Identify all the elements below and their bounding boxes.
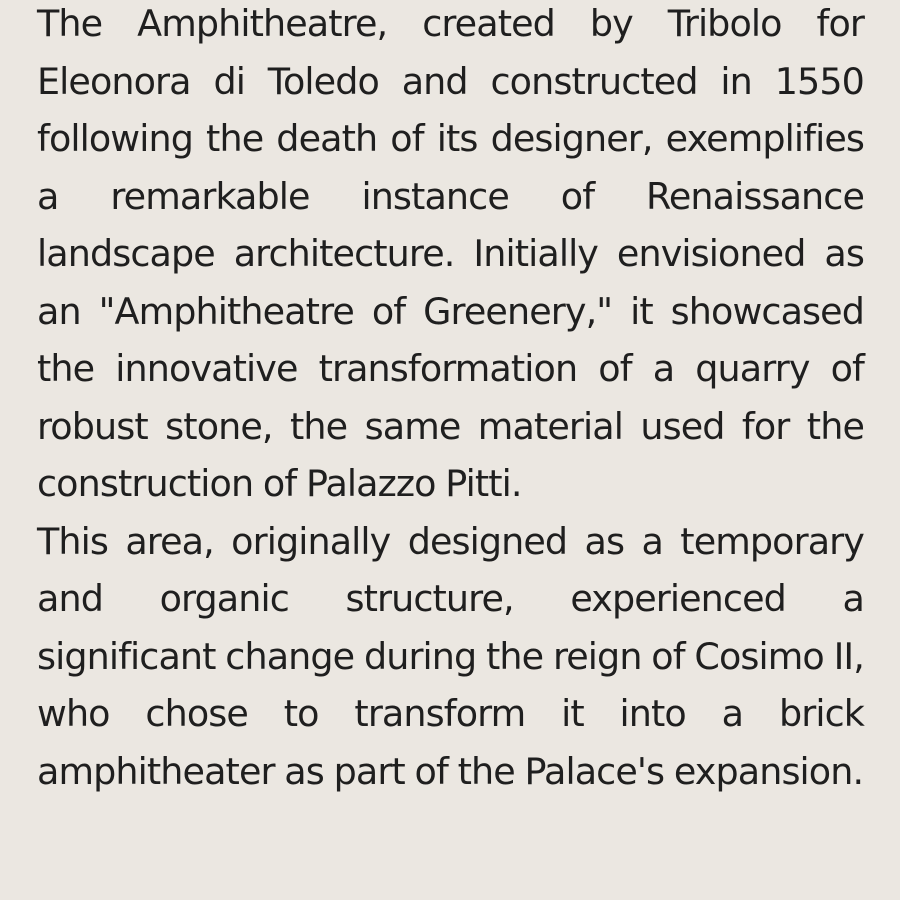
article-paragraph-amphitheatre-origin: The Amphitheatre, created by Tribolo for Eleonora di Toledo and constructed in 1550 following the death of its designer, exemplifies a remarkable instance of Renaissance landscape architecture. Initially envisioned as an "Amphitheatre of Greenery," it showcased the innovative transformation of a quarry of robust stone, the same material used for the construction of Palazzo Pitti.: [37, 2, 864, 505]
article-paragraph-cosimo-ii-change: This area, originally designed as a temporary and organic structure, experienced a significant change during the reign of Cosimo II, who chose to transform it into a brick amphitheater as part of the Palace's expansion.: [37, 519, 864, 793]
